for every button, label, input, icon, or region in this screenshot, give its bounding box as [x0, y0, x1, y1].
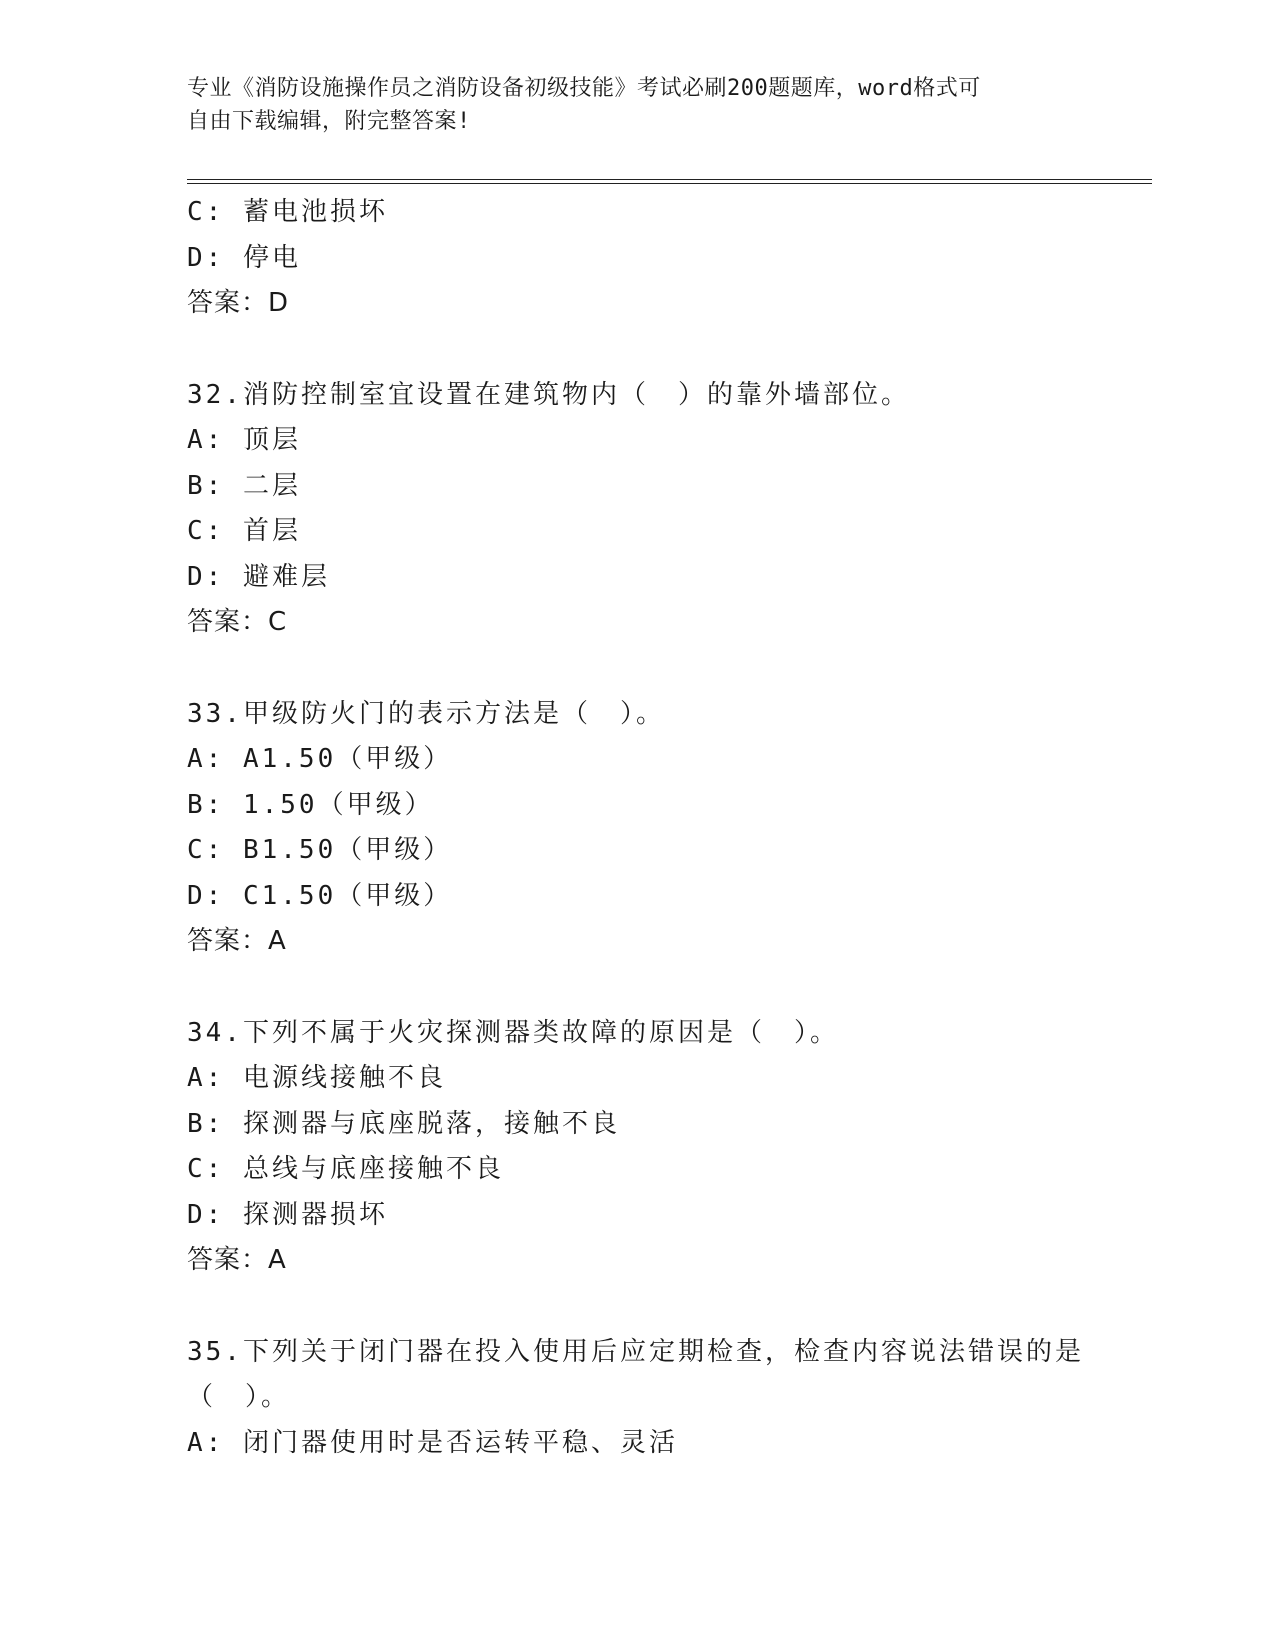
option-d: D: C1.50（甲级）	[187, 880, 453, 911]
answer: 答案：C	[187, 607, 288, 637]
option-a: A: 电源线接触不良	[187, 1063, 446, 1093]
question-list	[187, 190, 1087, 1466]
header-divider-top	[187, 179, 1152, 180]
header-divider-bottom	[187, 183, 1152, 184]
question-33	[187, 692, 1087, 965]
answer: 答案：D	[187, 288, 290, 318]
question-stem: 33.甲级防火门的表示方法是（ ）。	[187, 698, 665, 729]
answer: 答案：A	[187, 1245, 287, 1275]
option-d: D: 探测器损坏	[187, 1199, 388, 1230]
question-stem: 32.消防控制室宜设置在建筑物内（ ）的靠外墙部位。	[187, 379, 910, 410]
question-32	[187, 373, 1087, 646]
option-b: B: 1.50（甲级）	[187, 789, 434, 820]
option-d: D: 停电	[187, 242, 301, 273]
option-b: B: 二层	[187, 470, 301, 501]
answer: 答案：A	[187, 926, 287, 956]
option-d: D: 避难层	[187, 561, 330, 592]
question-stem-line-2: （ ）。	[187, 1382, 291, 1412]
question-35	[187, 1330, 1087, 1467]
document-header	[187, 72, 1067, 138]
question-stem-line-1: 35.下列关于闭门器在投入使用后应定期检查，检查内容说法错误的是	[187, 1336, 1084, 1367]
option-a: A: 顶层	[187, 425, 301, 455]
option-c: C: 蓄电池损坏	[187, 197, 388, 227]
option-a: A: 闭门器使用时是否运转平稳、灵活	[187, 1427, 678, 1458]
option-a: A: A1.50（甲级）	[187, 744, 453, 774]
option-c: C: 总线与底座接触不良	[187, 1154, 504, 1184]
option-b: B: 探测器与底座脱落，接触不良	[187, 1108, 620, 1139]
option-c: C: B1.50（甲级）	[187, 835, 453, 865]
option-c: C: 首层	[187, 516, 301, 546]
question-34	[187, 1011, 1087, 1284]
question-stem: 34.下列不属于火灾探测器类故障的原因是（ ）。	[187, 1017, 839, 1048]
question-31-continued	[187, 190, 1087, 327]
header-line-1: 专业《消防设施操作员之消防设备初级技能》考试必刷200题题库，word格式可	[187, 76, 981, 101]
header-line-2: 自由下载编辑，附完整答案!	[187, 109, 471, 134]
